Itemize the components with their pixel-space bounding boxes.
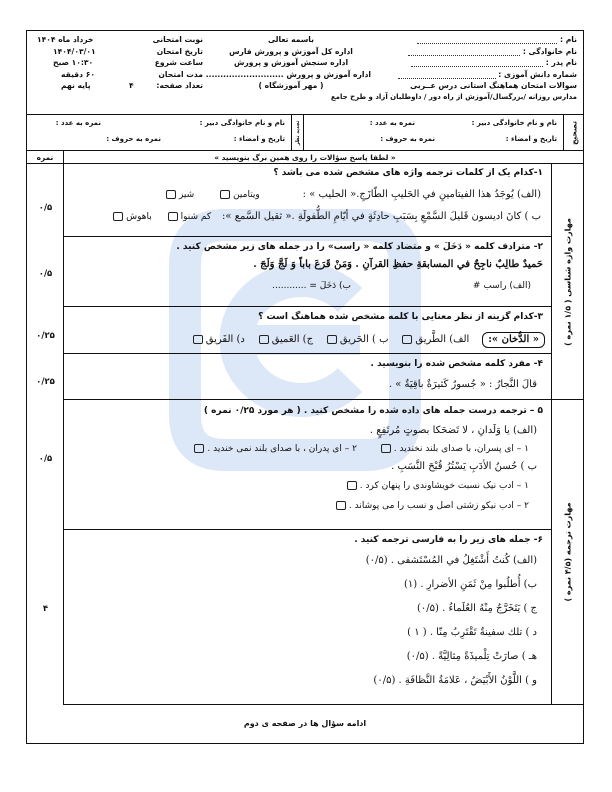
- q5-b-opt1-checkbox[interactable]: [347, 481, 357, 490]
- date-label: تاریخ امتحان: [156, 46, 203, 56]
- grade-level: پایه نهم: [61, 81, 91, 90]
- father-label: نام پدر :: [545, 58, 577, 67]
- exam-info: [33, 31, 203, 115]
- q5-b-opt2: [333, 499, 529, 513]
- q1-a-opt1-checkbox[interactable]: [220, 190, 230, 199]
- score-digits-2: نمره به عدد :: [55, 119, 101, 127]
- q1-part-b: [110, 210, 541, 224]
- father-field[interactable]: [411, 59, 543, 67]
- q6-score: ۴: [42, 604, 49, 614]
- q3-opt-c-checkbox[interactable]: [259, 335, 269, 344]
- section-translation-label: مهارت ترجمه (۴/۵ نمره ): [563, 502, 572, 602]
- q2-blank-a[interactable]: (الف) راسب #: [472, 281, 531, 291]
- banner-text: « لطفا پاسخ سؤالات را روی همین برگ بنویسید »: [214, 153, 396, 162]
- q3-title: ۳-کدام گزینه از نظر معنایی با کلمه مشخص شده هماهنگ است ؟: [258, 312, 543, 322]
- org-line-2: اداره سنجش آموزش و پرورش: [233, 58, 349, 67]
- date-value: ۱۴۰۴/۰۳/۰۱: [53, 46, 96, 56]
- tashih-label: تصحیح: [569, 120, 578, 146]
- section-vocab: [551, 164, 583, 400]
- exam-title: سوالات امتحان هماهنگ استانی درس عــربی: [410, 81, 577, 90]
- school-seal: ( مهر آموزشگاه ): [258, 81, 324, 90]
- question-2: [64, 237, 551, 307]
- q6-title: ۶- جمله های زیر را به فارسی ترجمه کنید .: [354, 535, 543, 545]
- score-digits-1: نمره به عدد :: [369, 119, 415, 127]
- q5-b-opt1: [344, 479, 529, 493]
- q3-target-word: « الدُّخان »:: [482, 332, 545, 348]
- q2-text: حَميدٌ طالِبٌ ناجِحٌ في المسابقةِ حفظِ القرآنِ . وَمَنْ قَرَعَ باباً وَ لَجَّ وَلَجَ .: [253, 259, 543, 270]
- exam-page: [26, 30, 584, 744]
- instruction-banner: [27, 151, 583, 164]
- tajdid-label: تجدید نظر: [294, 120, 301, 146]
- schools-line: مدارس روزانه /بزرگسال/آموزش از راه دور / داوطلبان آزاد و طرح جامع: [330, 92, 577, 101]
- q1-b-opt1-label: کم شنوا: [180, 212, 212, 222]
- q1-a-opt1-label: ویتامین: [233, 190, 260, 200]
- q4-score: ۰/۲۵: [36, 377, 55, 387]
- student-no-field[interactable]: [398, 71, 496, 79]
- q3-opt-a-checkbox[interactable]: [402, 335, 412, 344]
- question-1: [64, 164, 551, 237]
- q4-title: ۴- مفرد کلمه مشخص شده را بنویسید .: [370, 359, 543, 369]
- score-column-header: نمره: [27, 151, 64, 164]
- q5-a-opt2-label: ۲ – ای پدران ، با صدای بلند نمی خندید .: [207, 444, 357, 454]
- q1-score: ۰/۵: [38, 203, 53, 213]
- section-translation: [551, 400, 583, 705]
- q1-a-opt2-label: شیر: [178, 190, 195, 200]
- question-3: [64, 307, 551, 354]
- org-line-1: اداره کل آموزش و پرورش فارس: [229, 46, 353, 56]
- q2-score: ۰/۵: [38, 269, 53, 279]
- teacher1-sign-label: تاریخ و امضاء :: [505, 135, 557, 143]
- tajdid-cell: [291, 115, 303, 151]
- score-letters-1: نمره به حروف :: [380, 135, 435, 143]
- q5-score: ۰/۵: [38, 454, 53, 464]
- family-label: نام خانوادگی :: [522, 46, 577, 56]
- teacher2-sign-label: تاریخ و امضاء :: [233, 135, 285, 143]
- q3-opt-a-label: الف) الطَّريق: [415, 334, 470, 345]
- student-no-label: شماره دانش آموزی :: [498, 69, 577, 79]
- q3-opt-d-checkbox[interactable]: [193, 335, 203, 344]
- q6-item-c: ج ) يَتَخَرَّجُ مِنْهُ العُلَماءُ . (۰/۵): [417, 603, 537, 614]
- organization-info: [205, 31, 371, 115]
- q6-item-a: (الف) كُنتُ أَشْتَغِلُ في المُسْتَشفى . (۰/۵): [365, 555, 537, 566]
- org-line-3: اداره آموزش و پرورش ...........................: [205, 69, 371, 79]
- q3-options: [190, 332, 545, 348]
- pages-value: ۴: [129, 81, 134, 90]
- q1-b-opt2-checkbox[interactable]: [113, 212, 123, 221]
- q5-a-text: (الف) يا وَلَدانِ ، لا تَضحَكا بصوتٍ مُرتَفِعٍ .: [369, 425, 537, 436]
- continue-note: ادامه سؤال ها در صفحه ی دوم: [243, 719, 367, 728]
- score-column: [27, 164, 64, 705]
- q5-b-opt1-label: ۱ – ادب نیک نسبت خویشاوندی را پنهان کرد .: [359, 481, 529, 491]
- q5-a-opt2-checkbox[interactable]: [194, 444, 204, 453]
- q1-b-text: ب ) كانَ ادیسون قَليلَ السَّمْعِ بِسَبَبِ حادِثَةٍ في أيّامِ الطُّفولَةِ .« ثقيل السَّمع »:: [222, 211, 541, 222]
- question-6: [64, 530, 551, 705]
- q5-b-text: ب ) حُسنُ الأدَبِ يَسْتُرُ قُبْحَ النَّسَبِ .: [391, 461, 537, 472]
- q3-opt-c-label: ج) العَميق: [271, 334, 314, 345]
- start-label: ساعت شروع: [154, 58, 203, 67]
- exam-header: [27, 31, 583, 115]
- start-value: ۱۰:۳۰ صبح: [53, 58, 94, 67]
- question-4: [64, 354, 551, 400]
- nobat-value: خرداد ماه ۱۴۰۴: [37, 35, 94, 44]
- q1-b-opt2-label: باهوش: [126, 212, 152, 222]
- q6-item-e: هـ ) صارَتْ تِلْميذَةً مِثالِيَّةً . (۰/۵): [406, 651, 537, 662]
- nobat-label: نوبت امتحانی: [152, 35, 203, 44]
- duration-value: ۶۰ دقیقه: [61, 69, 95, 79]
- bismillah: باسمه تعالی: [267, 35, 315, 44]
- q1-b-opt1-checkbox[interactable]: [168, 212, 178, 221]
- q4-text: قالَ النَّجارُ : « جُسورٌ كَثيرَةٌ باقِيَةٌ » .: [388, 379, 537, 390]
- duration-label: مدت امتحان: [158, 69, 203, 79]
- q5-b-opt2-checkbox[interactable]: [336, 501, 346, 510]
- q5-b-opt2-label: ۲ – ادب نیکو زشتی اصل و نسب را می پوشاند .: [348, 501, 529, 511]
- q1-a-opt2-checkbox[interactable]: [166, 190, 176, 199]
- section-vocab-label: مهارت واژه شناسی ( ۱/۵ نمره ): [563, 217, 572, 346]
- q5-title: ۵ – ترجمه درست جمله های داده شده را مشخص کنید . ( هر مورد ۰/۲۵ نمره ): [203, 406, 543, 416]
- q3-opt-b-label: ب ) الحَريق: [339, 334, 389, 345]
- teacher1-name-label: نام و نام خانوادگی دبیر :: [471, 119, 557, 127]
- teacher2-name-label: نام و نام خانوادگی دبیر :: [199, 119, 285, 127]
- teacher2-cell: [27, 115, 291, 151]
- q5-a-opt1-checkbox[interactable]: [381, 444, 391, 453]
- name-field[interactable]: [417, 36, 557, 44]
- student-info: [330, 31, 577, 115]
- q3-score: ۰/۲۵: [36, 331, 55, 341]
- q6-item-b: ب) أُطلُبوا مِنْ ثَمَنِ الأضرارِ . (۱): [403, 579, 537, 590]
- family-field[interactable]: [408, 48, 520, 56]
- name-label: نام :: [560, 35, 577, 44]
- q1-part-a: [163, 188, 541, 202]
- q6-item-f: و ) اللَّوْنُ الأَبْيَضُ ، عَلامَةُ النَّظافَةِ . (۰/۵): [373, 675, 537, 686]
- q5-a-opt1-label: ۱ – ای پسران، با صدای بلند نخندید .: [393, 444, 529, 454]
- q6-item-d: د ) تلك سفينةٌ تَقْتَرِبُ مِنّا . ( ۱ ): [407, 627, 537, 638]
- pages-label: تعداد صفحه:: [156, 81, 203, 90]
- q1-a-text: (الف) يُوجَدُ هذا الفيتامينِ في الحَليبِ الطّازَجِ.« الحليب » :: [302, 189, 541, 200]
- grading-row: [27, 115, 583, 151]
- q2-title: ۲- مترادف کلمه « دَخَلَ » و متضاد کلمه « راسب» را در جمله های زیر مشخص کنید .: [176, 242, 543, 252]
- q3-opt-b-checkbox[interactable]: [327, 335, 337, 344]
- tashih-cell: [563, 115, 583, 151]
- score-letters-2: نمره به حروف :: [106, 135, 161, 143]
- q5-a-options: [191, 442, 529, 456]
- q1-title: ۱-کدام یک از کلمات ترجمه واژه های مشخص شده می باشد ؟: [273, 168, 543, 178]
- q2-blank-b[interactable]: ب) دَخَلَ = ............: [272, 281, 351, 291]
- q3-opt-d-label: د) الفَريق: [205, 334, 245, 345]
- teacher1-cell: [303, 115, 563, 151]
- question-5: [64, 400, 551, 530]
